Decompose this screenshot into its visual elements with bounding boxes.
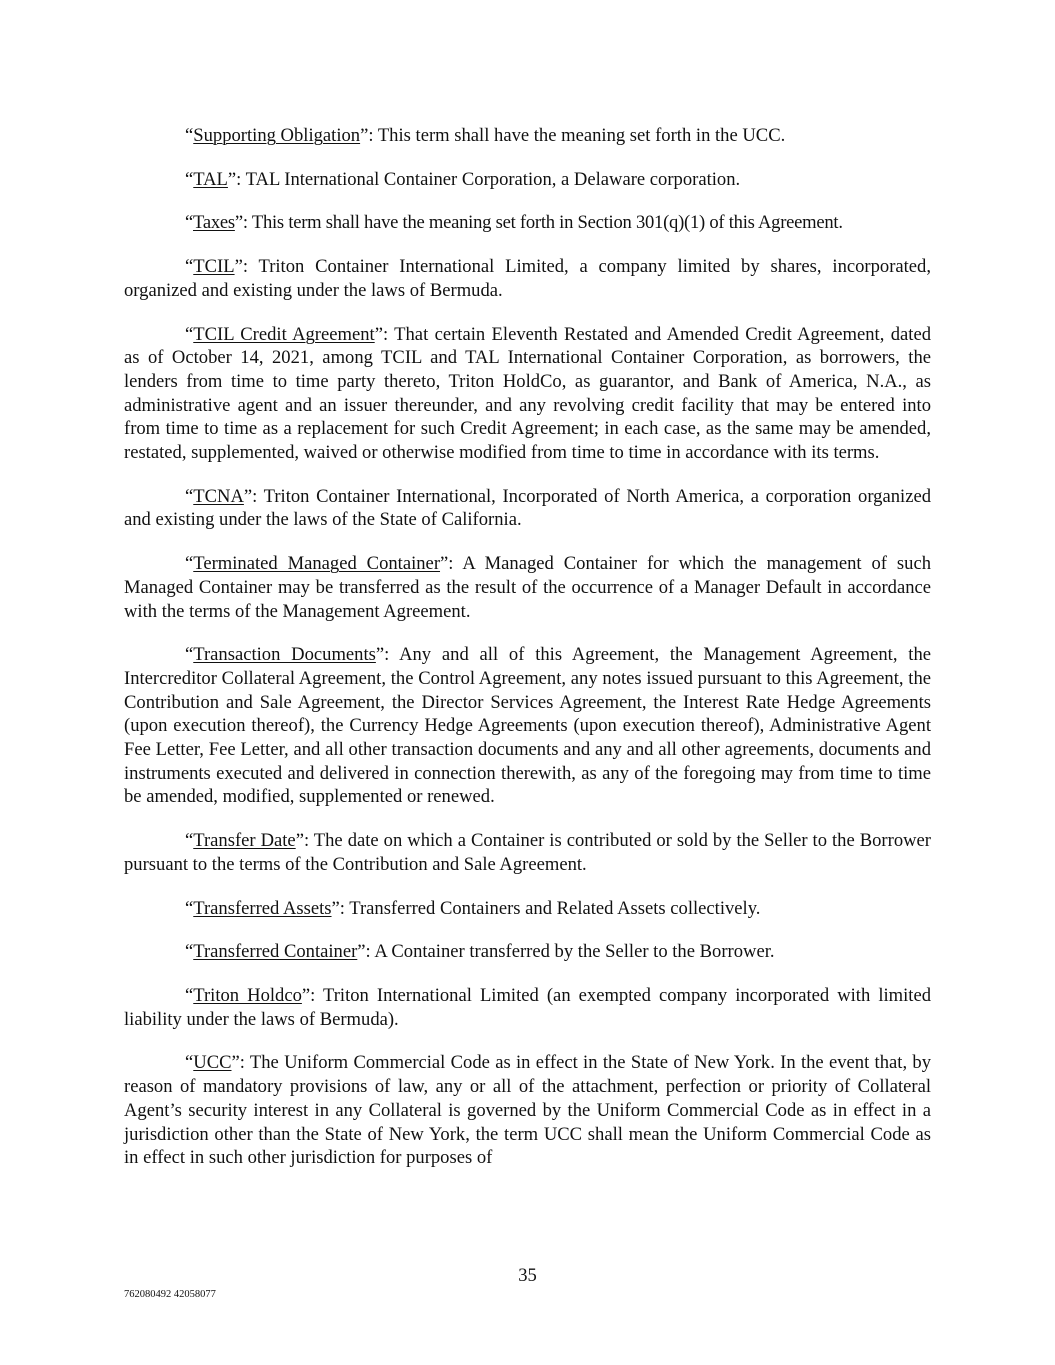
definition-transferred-assets: “Transferred Assets”: Transferred Containers and Related Assets collectively. [185,897,761,919]
separator: ”: [243,485,264,507]
definition-text: TAL International Container Corporation, a Delaware corporation. [245,168,741,190]
defined-term: TCNA [193,485,244,507]
defined-term: Supporting Obligation [193,125,361,146]
separator: ”: [360,125,378,146]
definition-tcil-credit-agreement: “TCIL Credit Agreement”: That certain Eleventh Restated and Amended Credit Agreement, dated as of October 14, 2021, among TCIL and TAL International Container Corporation, as borrowers, the lenders from time to time party thereto, Triton HoldCo, as guarantor, and Bank of America, N.A., as administrative agent and an issuer thereunder, and any revolving credit facility that may be entered into from time to time as a replacement for such Credit Agreement; in each case, as the same may be amended, restated, supplemented, waived or otherwise modified from time to time in accordance with its terms. [124,323,931,464]
definition-terminated-managed-container: “Terminated Managed Container”: A Managed Container for which the management of such Managed Container may be transferred as the result of the occurrence of a Manager Default in accordance with the terms of the Management Agreement. [124,553,931,622]
page-number: 35 [518,1265,537,1286]
separator: ”: [295,830,314,852]
separator: ”: [234,212,252,234]
definition-text: The Uniform Commercial Code as in effect in the State of New York. In the event that, by reason of mandatory provisions of law, any or all of the attachment, perfection or priority of Collateral Agent’s security interest in any Collateral is governed by the Uniform Commercial Code as in effect in a jurisdiction other than the State of New York, the term UCC shall mean the Uniform Commercial Code as in effect in such other jurisdiction for purposes of [124,1052,931,1169]
defined-term: TCIL [193,256,235,278]
defined-term: TAL [193,168,228,190]
definition-text: This term shall have the meaning set forth in Section 301(q)(1) of this Agreement. [251,212,843,234]
separator: ”: [440,553,463,575]
separator: ”: [375,644,400,666]
defined-term: Terminated Managed Container [193,553,441,575]
definition-taxes: “Taxes”: This term shall have the meaning set forth in Section 301(q)(1) of this Agreement. [185,212,843,234]
definition-text: Triton Container International, Incorporated of North America, a corporation organized and existing under the laws of the State of California. [124,485,931,531]
definition-text: That certain Eleventh Restated and Amended Credit Agreement, dated as of October 14, 2021, among TCIL and TAL International Container Corporation, as borrowers, the lenders from time to time party thereto, Triton HoldCo, as guarantor, and Bank of America, N.A., as administrative agent and an issuer thereunder, and any revolving credit facility that may be entered into from time to time as a replacement for such Credit Agreement; in each case, as the same may be amended, restated, supplemented, waived or otherwise modified from time to time in accordance with its terms. [124,323,931,464]
defined-term: UCC [193,1052,232,1074]
definition-text: A Managed Container for which the management of such Managed Container may be transferred as the result of the occurrence of a Manager Default in accordance with the terms of the Management Agreement. [124,553,931,622]
separator: ”: [357,941,375,963]
definition-text: Triton International Limited (an exempted company incorporated with limited liability under the laws of Bermuda). [124,984,931,1030]
definition-text: This term shall have the meaning set forth in the UCC. [377,125,786,146]
definition-text: Transferred Containers and Related Assets collectively. [349,897,761,919]
separator: ”: [227,168,246,190]
definition-transaction-documents: “Transaction Documents”: Any and all of this Agreement, the Management Agreement, the Intercreditor Collateral Agreement, the Control Agreement, any notes issued pursuant to this Agreement, the Contribution and Sale Agreement, the Director Services Agreement, the Interest Rate Hedge Agreements (upon execution thereof), the Currency Hedge Agreements (upon execution thereof), Administrative Agent Fee Letter, Fee Letter, and all other transaction documents and any and all other agreements, documents and instruments executed and delivered in connection therewith, as any of the foregoing may from time to time be amended, modified, supplemented or renewed. [124,644,932,808]
defined-term: TCIL Credit Agreement [193,323,375,345]
definition-text: A Container transferred by the Seller to the Borrower. [374,941,775,963]
separator: ”: [331,897,350,919]
separator: ”: [301,984,324,1006]
definition-tal: “TAL”: TAL International Container Corporation, a Delaware corporation. [185,168,741,190]
definition-transfer-date: “Transfer Date”: The date on which a Container is contributed or sold by the Seller to the Borrower pursuant to the terms of the Contribution and Sale Agreement. [124,830,931,875]
definition-triton-holdco: “Triton Holdco”: Triton International Limited (an exempted company incorporated with limited liability under the laws of Bermuda). [124,984,931,1030]
document-id: 762080492 42058077 [124,1289,216,1300]
definitions-list [124,124,931,1190]
defined-term: Transferred Container [193,941,358,963]
definition-text: Any and all of this Agreement, the Management Agreement, the Intercreditor Collateral Agreement, the Control Agreement, any notes issued pursuant to this Agreement, the Contribution and Sale Agreement, the Director Services Agreement, the Interest Rate Hedge Agreements (upon execution thereof), the Currency Hedge Agreements (upon execution thereof), Administrative Agent Fee Letter, Fee Letter, and all other transaction documents and any and all other agreements, documents and instruments executed and delivered in connection therewith, as any of the foregoing may from time to time be amended, modified, supplemented or renewed. [124,644,932,808]
definition-tcna: “TCNA”: Triton Container International, Incorporated of North America, a corporation organized and existing under the laws of the State of California. [124,485,931,531]
defined-term: Taxes [193,212,235,234]
defined-term: Transaction Documents [193,644,376,666]
defined-term: Transfer Date [193,830,296,852]
separator: ”: [231,1052,250,1074]
definition-ucc: “UCC”: The Uniform Commercial Code as in effect in the State of New York. In the event that, by reason of mandatory provisions of law, any or all of the attachment, perfection or priority of Collateral Agent’s security interest in any Collateral is governed by the Uniform Commercial Code as in effect in a jurisdiction other than the State of New York, the term UCC shall mean the Uniform Commercial Code as in effect in such other jurisdiction for purposes of [124,1052,931,1169]
definition-text: The date on which a Container is contributed or sold by the Seller to the Borrower pursuant to the terms of the Contribution and Sale Agreement. [124,830,931,875]
separator: ”: [234,256,259,278]
definition-tcil: “TCIL”: Triton Container International Limited, a company limited by shares, incorporated, organized and existing under the laws of Bermuda. [124,256,932,301]
definition-transferred-container: “Transferred Container”: A Container transferred by the Seller to the Borrower. [185,941,775,963]
definition-supporting-obligation: “Supporting Obligation”: This term shall have the meaning set forth in the UCC. [185,125,786,146]
separator: ”: [374,323,395,345]
definition-text: Triton Container International Limited, a company limited by shares, incorporated, organized and existing under the laws of Bermuda. [124,256,932,301]
defined-term: Triton Holdco [193,984,302,1006]
defined-term: Transferred Assets [193,897,332,919]
